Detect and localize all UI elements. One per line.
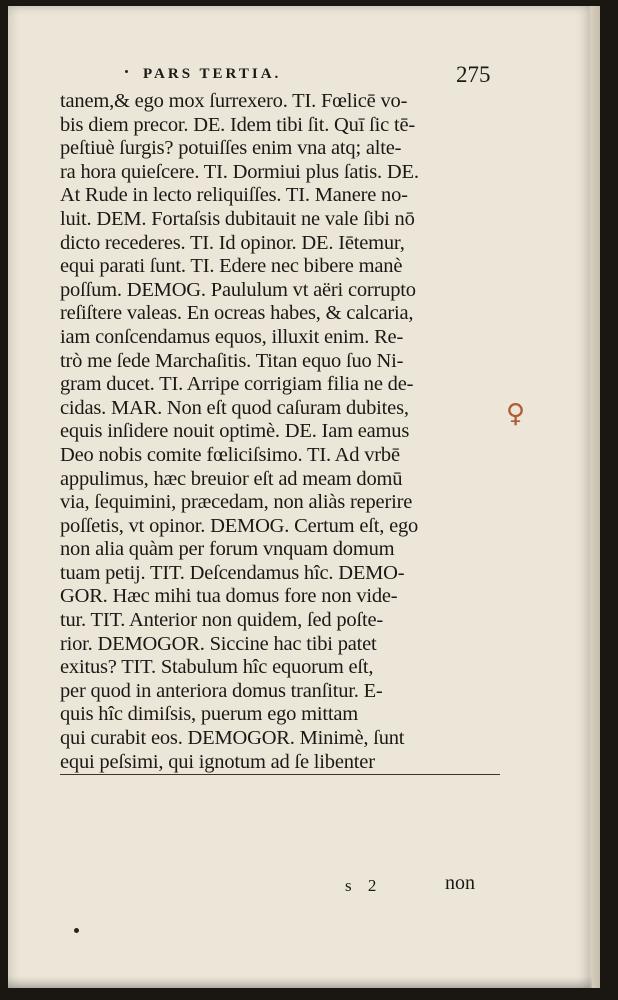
text-line: qui curabit eos. DEMOGOR. Minimè, ſunt (60, 727, 405, 750)
text-line: tuam petij. TIT. Deſcendamus hîc. DEMO- (60, 561, 405, 584)
text-line-underlined: gram ducet. TI. Arripe corrigiam filia ne de- (60, 373, 414, 396)
text-line: rior. DEMOGOR. Siccine hac tibi patet (60, 632, 377, 655)
text-line-underlined: equi peſsimi, qui ignotum ad ſe libenter (60, 751, 500, 776)
body-text (60, 90, 500, 775)
text-line: GOR. Hæc mihi tua domus fore non vide- (60, 585, 398, 608)
text-line: dicto recederes. TI. Id opinor. DE. Iētemur, (60, 231, 405, 254)
text-line: bis diem precor. DE. Idem tibi ſit. Quī ſic tē- (60, 113, 415, 136)
venus-symbol-margin-note: ♀ (506, 399, 526, 429)
text-line: equi parati ſunt. TI. Edere nec bibere manè (60, 255, 403, 278)
signature-mark: s 2 (345, 876, 383, 895)
ink-dot (74, 928, 79, 933)
text-line: non alia quàm per forum vnquam domum (60, 538, 395, 561)
header-ornament-dot (125, 70, 128, 73)
catchword: non (445, 872, 475, 894)
text-line: tanem,& ego mox ſurrexero. TI. Fœlicē vo- (60, 90, 408, 112)
text-line: via, ſequimini, præcedam, non aliàs reperire (60, 491, 413, 514)
running-head: PARS TERTIA. (143, 66, 282, 82)
text-line: reſiſtere valeas. En ocreas habes, & calcaria, (60, 302, 414, 325)
text-line: poſſum. DEMOG. Paululum vt aëri corrupto (60, 278, 416, 301)
text-line: tur. TIT. Anterior non quidem, ſed poſte- (60, 609, 383, 632)
book-page (8, 6, 592, 988)
text-line: ra hora quieſcere. TI. Dormiui plus ſatis. DE. (60, 160, 419, 183)
text-line-underlined: trò me ſede Marchaſitis. Titan equo ſuo Ni- (60, 349, 404, 372)
text-line: appulimus, hæc breuior eſt ad meam domū (60, 467, 403, 490)
page-shadow (8, 976, 592, 988)
text-line: Deo nobis comite fœliciſsimo. TI. Ad vrbē (60, 443, 400, 466)
text-line: exitus? TIT. Stabulum hîc equorum eſt, (60, 656, 374, 679)
text-line: iam conſcendamus equos, illuxit enim. Re- (60, 325, 404, 348)
text-line: luit. DEM. Fortaſsis dubitauit ne vale ſibi nō (60, 207, 415, 230)
text-line: cidas. MAR. Non eſt quod caſuram dubites, (60, 396, 409, 419)
text-line: poſſetis, vt opinor. DEMOG. Certum eſt, ego (60, 514, 419, 537)
text-line: per quod in anteriora domus tranſitur. E- (60, 679, 383, 702)
text-line: quis hîc dimiſsis, puerum ego mittam (60, 703, 358, 726)
page-edge (590, 6, 600, 988)
page-number: 275 (456, 62, 491, 87)
text-line: At Rude in lecto reliquiſſes. TI. Manere no- (60, 184, 408, 207)
text-line: peſtiuè ſurgis? potuiſſes enim vna atq; alte- (60, 137, 402, 160)
text-line: equis inſidere nouit optimè. DE. Iam eamus (60, 420, 410, 443)
